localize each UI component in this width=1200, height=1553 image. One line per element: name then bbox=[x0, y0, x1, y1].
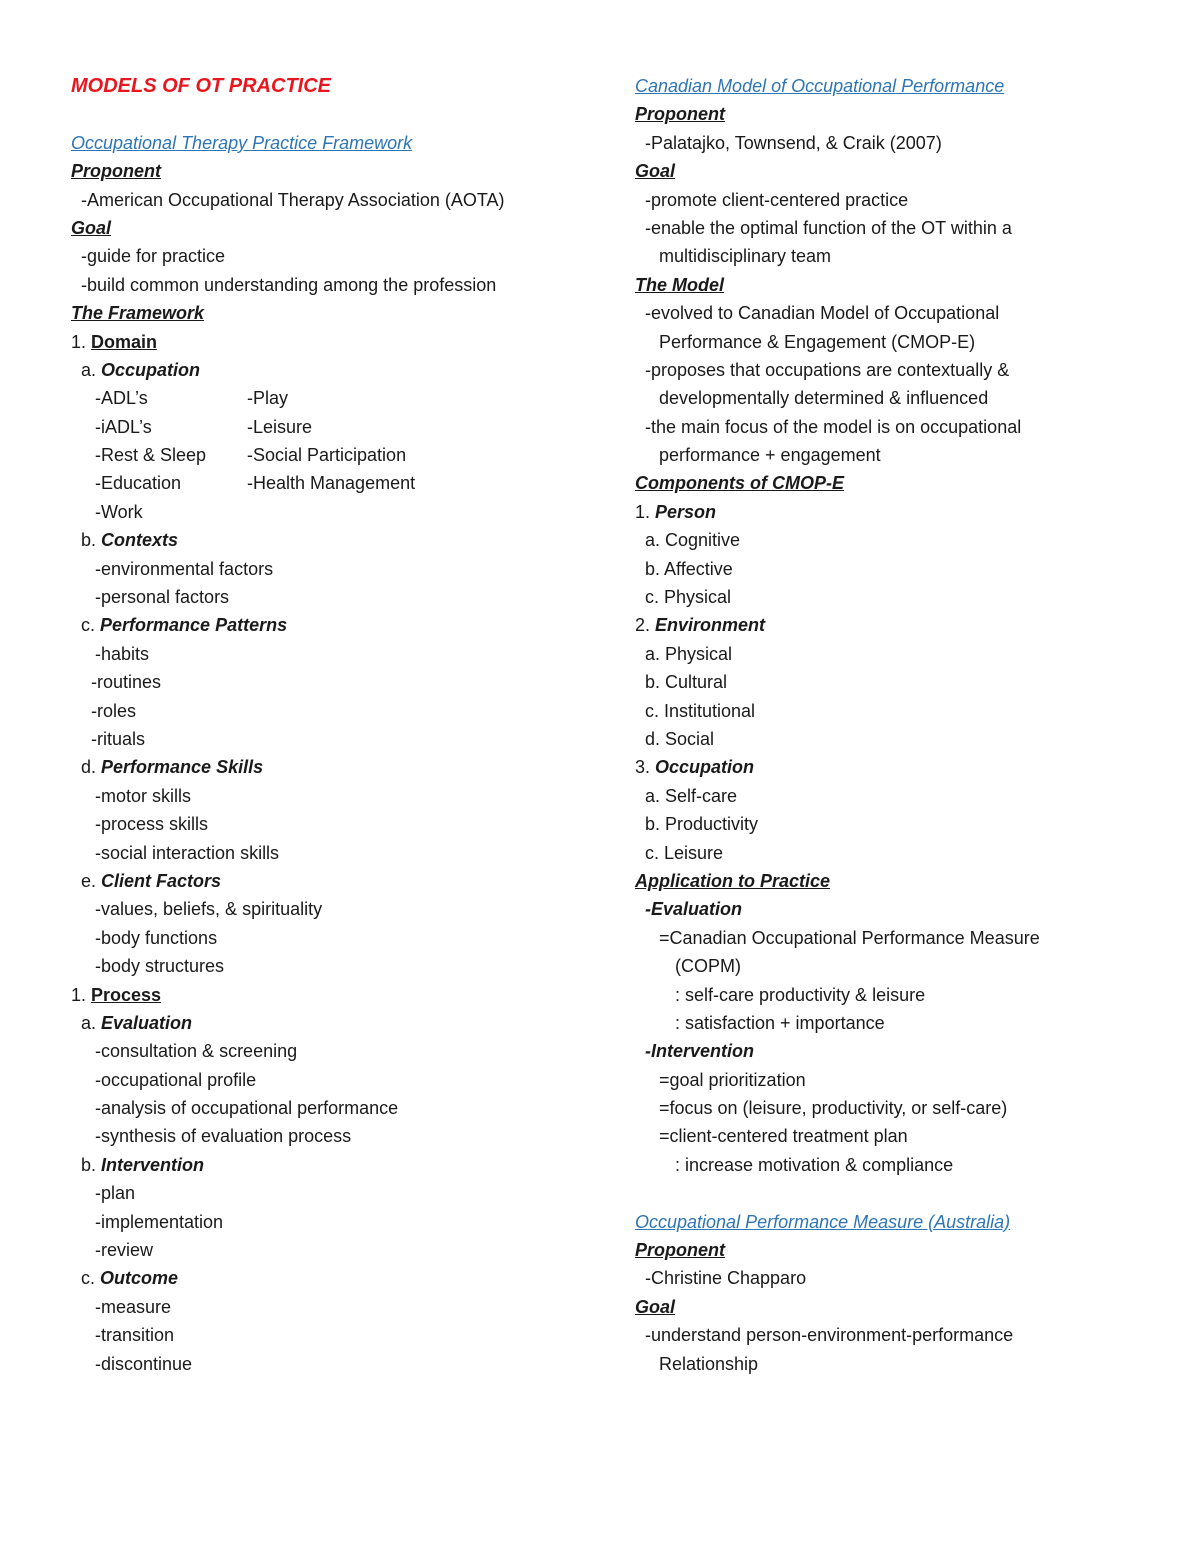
opm-goal-item: -understand person-environment-performance bbox=[645, 1325, 1014, 1346]
process-heading: 1. Process bbox=[71, 984, 162, 1005]
environment-item: c. Institutional bbox=[645, 700, 756, 721]
patterns-item: -rituals bbox=[91, 728, 146, 749]
page-title: MODELS OF OT PRACTICE bbox=[71, 75, 331, 97]
application-intervention-item: : increase motivation & compliance bbox=[675, 1154, 954, 1175]
environment-item: b. Cultural bbox=[645, 672, 728, 693]
application-intervention-item: =focus on (leisure, productivity, or self-care) bbox=[659, 1098, 1008, 1119]
cmop-proponent: -Palatajko, Townsend, & Craik (2007) bbox=[645, 132, 942, 153]
occupation-row: -Rest & Sleep -Social Participation bbox=[95, 445, 407, 466]
occupation-row: -Education -Health Management bbox=[95, 473, 416, 494]
outcome-item: -transition bbox=[95, 1325, 175, 1346]
otpf-proponent-label: Proponent bbox=[71, 161, 161, 182]
person-item: b. Affective bbox=[645, 558, 733, 579]
right-column bbox=[635, 72, 1155, 1378]
occupation-heading-cmop: 3. Occupation bbox=[635, 757, 755, 778]
person-item: a. Cognitive bbox=[645, 530, 741, 551]
skills-heading: d. Performance Skills bbox=[81, 757, 264, 778]
intervention-item: -review bbox=[95, 1240, 154, 1261]
intervention-item: -plan bbox=[95, 1183, 136, 1204]
opm-goal-label: Goal bbox=[635, 1296, 676, 1317]
domain-heading: 1. Domain bbox=[71, 331, 158, 352]
contexts-heading: b. Contexts bbox=[81, 530, 179, 551]
client-factors-item: -body functions bbox=[95, 927, 218, 948]
section-heading-opm: Occupational Performance Measure (Australia) bbox=[635, 1211, 1011, 1232]
application-evaluation-item: : satisfaction + importance bbox=[675, 1012, 885, 1033]
otpf-proponent: -American Occupational Therapy Association (AOTA) bbox=[81, 189, 505, 210]
cmop-model-item: -evolved to Canadian Model of Occupational bbox=[645, 303, 1000, 324]
skills-item: -social interaction skills bbox=[95, 842, 280, 863]
outcome-heading: c. Outcome bbox=[81, 1268, 179, 1289]
skills-item: -process skills bbox=[95, 814, 209, 835]
person-item: c. Physical bbox=[645, 587, 732, 608]
environment-heading: 2. Environment bbox=[635, 615, 766, 636]
cmop-proponent-label: Proponent bbox=[635, 104, 725, 125]
framework-label: The Framework bbox=[71, 303, 205, 324]
occupation-item: a. Self-care bbox=[645, 785, 738, 806]
cmop-model-item: -proposes that occupations are contextually & bbox=[645, 359, 1010, 380]
intervention-item: -implementation bbox=[95, 1211, 224, 1232]
evaluation-item: -analysis of occupational performance bbox=[95, 1098, 399, 1119]
occupation-heading: a. Occupation bbox=[81, 359, 201, 380]
contexts-item: -environmental factors bbox=[95, 558, 274, 579]
cmop-goal-item: -enable the optimal function of the OT within a bbox=[645, 217, 1012, 238]
opm-proponent-label: Proponent bbox=[635, 1240, 725, 1261]
cmop-model-item-cont: developmentally determined & influenced bbox=[659, 388, 989, 409]
client-factors-item: -body structures bbox=[95, 956, 225, 977]
skills-item: -motor skills bbox=[95, 785, 192, 806]
environment-item: d. Social bbox=[645, 728, 715, 749]
cmop-model-label: The Model bbox=[635, 274, 724, 295]
opm-goal-item-cont: Relationship bbox=[659, 1353, 759, 1374]
evaluation-item: -occupational profile bbox=[95, 1069, 257, 1090]
evaluation-heading: a. Evaluation bbox=[81, 1012, 193, 1033]
otpf-goal-label: Goal bbox=[71, 217, 112, 238]
opm-proponent: -Christine Chapparo bbox=[645, 1268, 807, 1289]
occupation-row: -Work bbox=[95, 501, 143, 522]
application-evaluation-label: -Evaluation bbox=[645, 899, 743, 920]
section-heading-cmop: Canadian Model of Occupational Performance bbox=[635, 76, 1005, 96]
occupation-item: c. Leisure bbox=[645, 842, 724, 863]
occupation-row: -ADL’s -Play bbox=[95, 388, 289, 409]
environment-item: a. Physical bbox=[645, 643, 733, 664]
otpf-goal-item: -build common understanding among the profession bbox=[81, 274, 497, 295]
application-evaluation-item: : self-care productivity & leisure bbox=[675, 984, 926, 1005]
evaluation-item: -consultation & screening bbox=[95, 1041, 298, 1062]
outcome-item: -discontinue bbox=[95, 1353, 193, 1374]
cmop-goal-item: -promote client-centered practice bbox=[645, 189, 909, 210]
patterns-item: -routines bbox=[91, 672, 162, 693]
evaluation-item: -synthesis of evaluation process bbox=[95, 1126, 352, 1147]
client-factors-item: -values, beliefs, & spirituality bbox=[95, 899, 323, 920]
patterns-heading: c. Performance Patterns bbox=[81, 615, 288, 636]
application-intervention-item: =client-centered treatment plan bbox=[659, 1126, 908, 1147]
section-heading-otpf: Occupational Therapy Practice Framework bbox=[71, 132, 413, 153]
contexts-item: -personal factors bbox=[95, 587, 230, 608]
outcome-item: -measure bbox=[95, 1296, 172, 1317]
cmop-model-item: -the main focus of the model is on occupational bbox=[645, 416, 1022, 437]
components-label: Components of CMOP-E bbox=[635, 473, 844, 494]
application-evaluation-item-cont: (COPM) bbox=[675, 956, 741, 977]
left-column bbox=[71, 72, 591, 1378]
application-label: Application to Practice bbox=[635, 870, 831, 891]
cmop-model-item-cont: performance + engagement bbox=[659, 445, 881, 466]
application-evaluation-item: =Canadian Occupational Performance Measure bbox=[659, 927, 1040, 948]
cmop-model-item-cont: Performance & Engagement (CMOP-E) bbox=[659, 331, 976, 352]
occupation-row: -iADL’s -Leisure bbox=[95, 416, 313, 437]
cmop-goal-item-cont: multidisciplinary team bbox=[659, 246, 832, 267]
patterns-item: -roles bbox=[91, 700, 137, 721]
patterns-item: -habits bbox=[95, 643, 150, 664]
cmop-goal-label: Goal bbox=[635, 161, 676, 182]
otpf-goal-item: -guide for practice bbox=[81, 246, 226, 267]
intervention-heading: b. Intervention bbox=[81, 1154, 205, 1175]
person-heading: 1. Person bbox=[635, 501, 717, 522]
client-factors-heading: e. Client Factors bbox=[81, 870, 222, 891]
occupation-item: b. Productivity bbox=[645, 814, 759, 835]
application-intervention-label: -Intervention bbox=[645, 1041, 755, 1062]
application-intervention-item: =goal prioritization bbox=[659, 1069, 806, 1090]
